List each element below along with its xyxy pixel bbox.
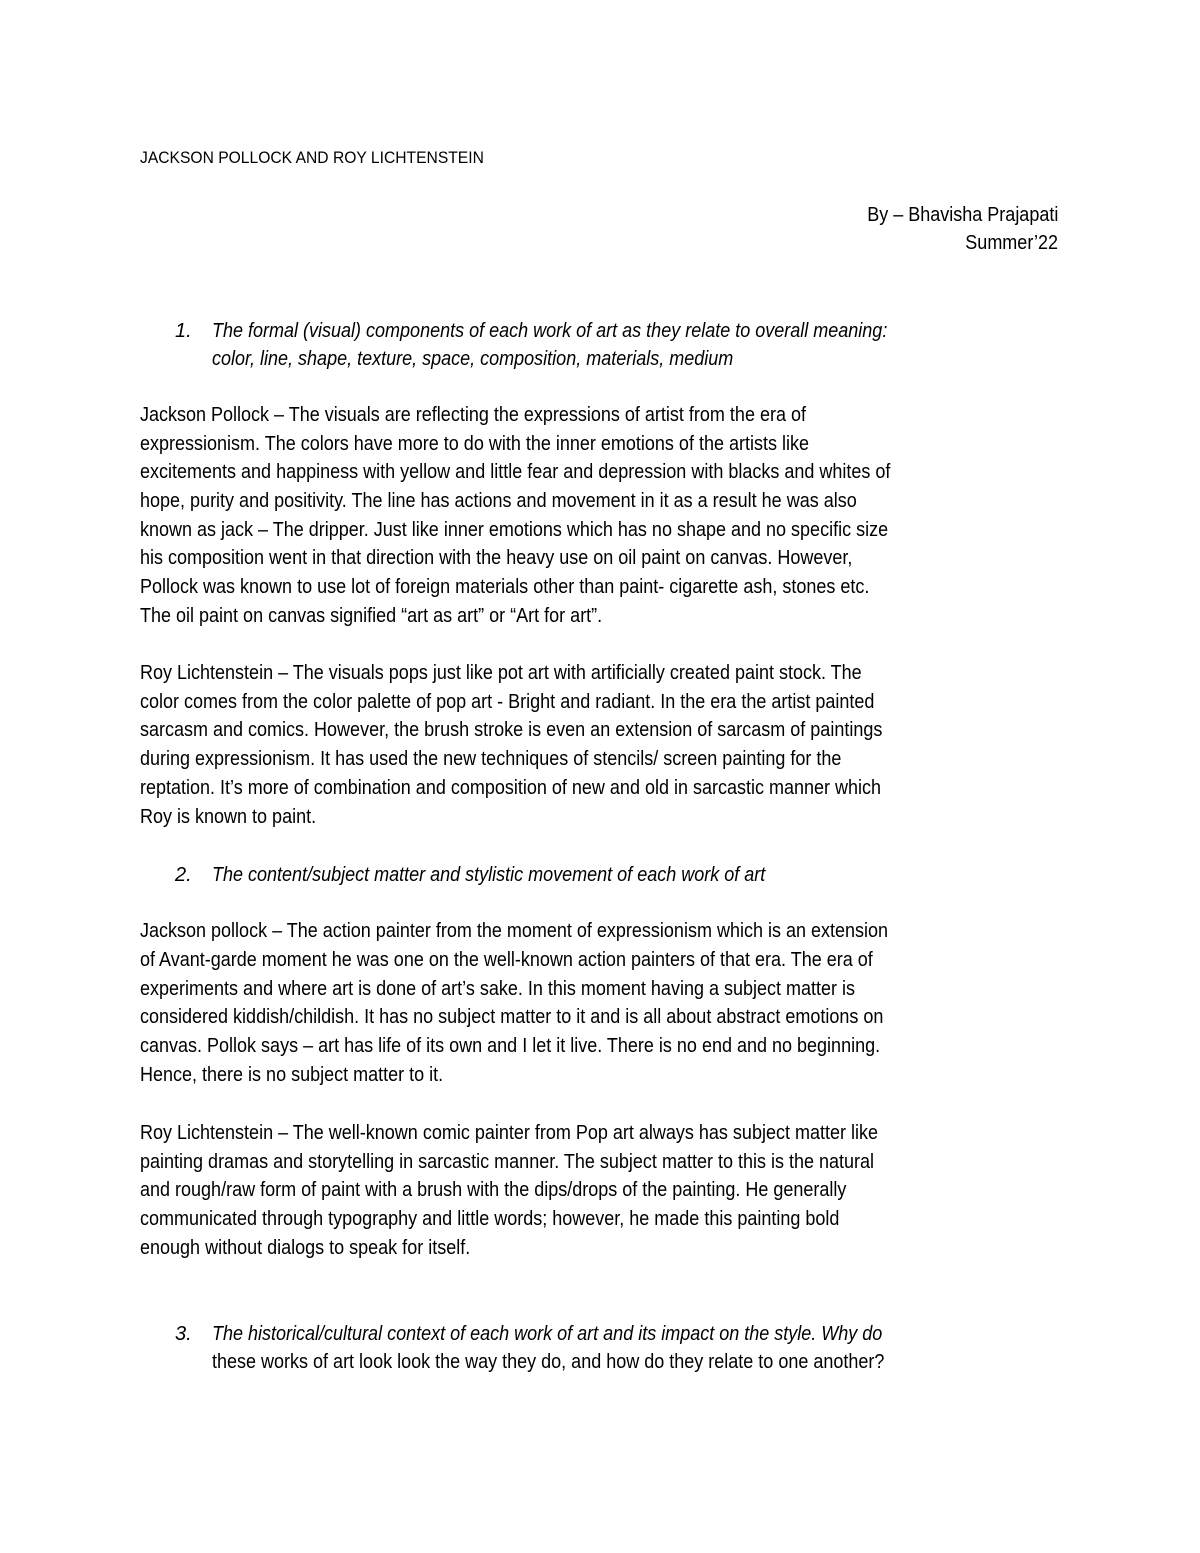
- question-line: The formal (visual) components of each work of art as they relate to overall meaning:: [212, 320, 888, 342]
- question-line: these works of art look look the way they do, and how do they relate to one another?: [212, 1351, 885, 1373]
- paragraph-line: canvas. Pollok says – art has life of its own and I let it live. There is no end and no beginning.: [140, 1035, 881, 1057]
- paragraph-line: of Avant-garde moment he was one on the well-known action painters of that era. The era of: [140, 949, 873, 971]
- paragraph-line: painting dramas and storytelling in sarcastic manner. The subject matter to this is the natural: [140, 1151, 875, 1173]
- paragraph-line: expressionism. The colors have more to do with the inner emotions of the artists like: [140, 433, 809, 455]
- paragraph-line: his composition went in that direction with the heavy use on oil paint on canvas. However,: [140, 547, 853, 569]
- paragraph-line: Roy Lichtenstein – The well-known comic painter from Pop art always has subject matter like: [140, 1122, 878, 1144]
- paragraph-line: considered kiddish/childish. It has no subject matter to it and is all about abstract emotions on: [140, 1006, 884, 1028]
- paragraph-line: enough without dialogs to speak for itself.: [140, 1237, 471, 1259]
- paragraph-line: sarcasm and comics. However, the brush stroke is even an extension of sarcasm of paintings: [140, 719, 883, 741]
- document-title: JACKSON POLLOCK AND ROY LICHTENSTEIN: [140, 148, 484, 167]
- paragraph-line: Jackson pollock – The action painter from the moment of expressionism which is an extension: [140, 920, 889, 942]
- paragraph-line: Roy is known to paint.: [140, 806, 317, 828]
- paragraph-line: reptation. It’s more of combination and composition of new and old in sarcastic manner which: [140, 777, 882, 799]
- question-line: The content/subject matter and stylistic movement of each work of art: [212, 864, 766, 886]
- paragraph-line: known as jack – The dripper. Just like inner emotions which has no shape and no specific size: [140, 519, 889, 541]
- paragraph-line: Roy Lichtenstein – The visuals pops just like pot art with artificially created paint stock. The: [140, 662, 862, 684]
- paragraph-line: excitements and happiness with yellow and little fear and depression with blacks and whites of: [140, 461, 891, 483]
- paragraph-line: Pollock was known to use lot of foreign materials other than paint- cigarette ash, stones etc.: [140, 576, 870, 598]
- paragraph-line: communicated through typography and little words; however, he made this painting bold: [140, 1208, 840, 1230]
- question-number: 1.: [175, 320, 192, 342]
- question-number: 3.: [175, 1323, 192, 1345]
- term-line: Summer’22: [965, 232, 1058, 254]
- paragraph-line: experiments and where art is done of art’s sake. In this moment having a subject matter is: [140, 978, 856, 1000]
- paragraph-line: color comes from the color palette of pop art - Bright and radiant. In the era the artist painted: [140, 691, 875, 713]
- paragraph-line: Hence, there is no subject matter to it.: [140, 1064, 444, 1086]
- paragraph-line: during expressionism. It has used the new techniques of stencils/ screen painting for the: [140, 748, 842, 770]
- paragraph-line: Jackson Pollock – The visuals are reflecting the expressions of artist from the era of: [140, 404, 806, 426]
- paragraph-line: hope, purity and positivity. The line has actions and movement in it as a result he was also: [140, 490, 857, 512]
- question-line: The historical/cultural context of each work of art and its impact on the style. Why do: [212, 1323, 883, 1345]
- question-number: 2.: [175, 864, 192, 886]
- question-line: color, line, shape, texture, space, composition, materials, medium: [212, 348, 734, 370]
- author-line: By – Bhavisha Prajapati: [866, 204, 1058, 226]
- paragraph-line: and rough/raw form of paint with a brush with the dips/drops of the painting. He generally: [140, 1179, 847, 1201]
- paragraph-line: The oil paint on canvas signified “art as art” or “Art for art”.: [140, 605, 603, 627]
